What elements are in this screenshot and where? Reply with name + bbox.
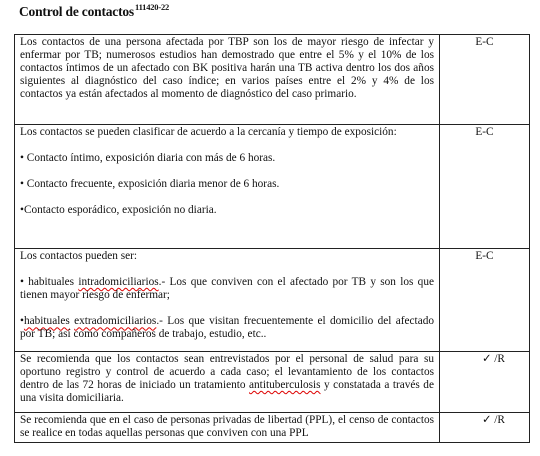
- row-text: [15, 35, 440, 125]
- section-title: [19, 2, 169, 20]
- row-paragraph: Se recomienda que los contactos sean entrevistados por el personal de salud para su oportuno registro y control de acuerdo a cada caso; el levantamiento de los contactos dentro de las 72 horas de iniciado un tratamiento antituberculosis y constatada a través de una visita domiciliaria.: [20, 353, 434, 405]
- evidence-grade: [440, 413, 530, 443]
- reference-superscript: 111420-22: [135, 2, 170, 12]
- list-item: • Contacto frecuente, exposición diaria menor de 6 horas.: [20, 178, 280, 191]
- row-paragraph: Los contactos de una persona afectada por TBP son los de mayor riesgo de infectar y enfermar por TB; numerosos estudios han demostrado que entre el 5% y el 10% de los contactos íntimos de un afectado con BK positiva harán una TB activa dentro los dos años siguientes al diagnóstico del caso índice; en varios países entre el 2% y 4% de los contactos ya están afectados al momento de diagnóstico del caso primario.: [20, 36, 434, 101]
- evidence-grade: [440, 125, 530, 249]
- table-row: [15, 125, 530, 249]
- grade-label: E-C: [475, 126, 494, 138]
- list-item: •Contacto esporádico, exposición no diaria.: [20, 204, 217, 217]
- row-text: [15, 249, 440, 352]
- checkmark-icon: ✓: [482, 353, 492, 365]
- grade-label: E-C: [475, 36, 494, 48]
- row-intro: Los contactos se pueden clasificar de acuerdo a la cercanía y tiempo de exposición:: [20, 126, 397, 138]
- section-title-text: Control de contactos: [19, 4, 134, 19]
- row-paragraph: Se recomienda que en el caso de personas privadas de libertad (PPL), el censo de contactos se realice en todas aquellas personas que conviven con una PPL: [20, 414, 434, 440]
- row-text: [15, 352, 440, 413]
- checkmark-icon: ✓: [482, 414, 492, 426]
- row-intro: Los contactos pueden ser:: [20, 250, 138, 262]
- list-item: • Contacto íntimo, exposición diaria con más de 6 horas.: [20, 152, 276, 165]
- table-row: [15, 35, 530, 125]
- recommendations-table: [14, 34, 530, 443]
- evidence-grade: [440, 35, 530, 125]
- evidence-grade: [440, 249, 530, 352]
- table-row: [15, 413, 530, 443]
- evidence-grade: [440, 352, 530, 413]
- table-row: [15, 352, 530, 413]
- row-text: [15, 125, 440, 249]
- row-text: [15, 413, 440, 443]
- grade-label: E-C: [475, 250, 494, 262]
- grade-label: /R: [494, 414, 505, 426]
- table-row: [15, 249, 530, 352]
- list-item: •habituales extradomiciliarios.- Los que visitan frecuentemente el domicilio del afectado por TB; así como compañeros de trabajo, estudio, etc..: [20, 315, 434, 341]
- list-item: • habituales intradomiciliarios.- Los que conviven con el afectado por TB y son los que tienen mayor riesgo de enfermar;: [20, 276, 434, 302]
- grade-label: /R: [494, 353, 505, 365]
